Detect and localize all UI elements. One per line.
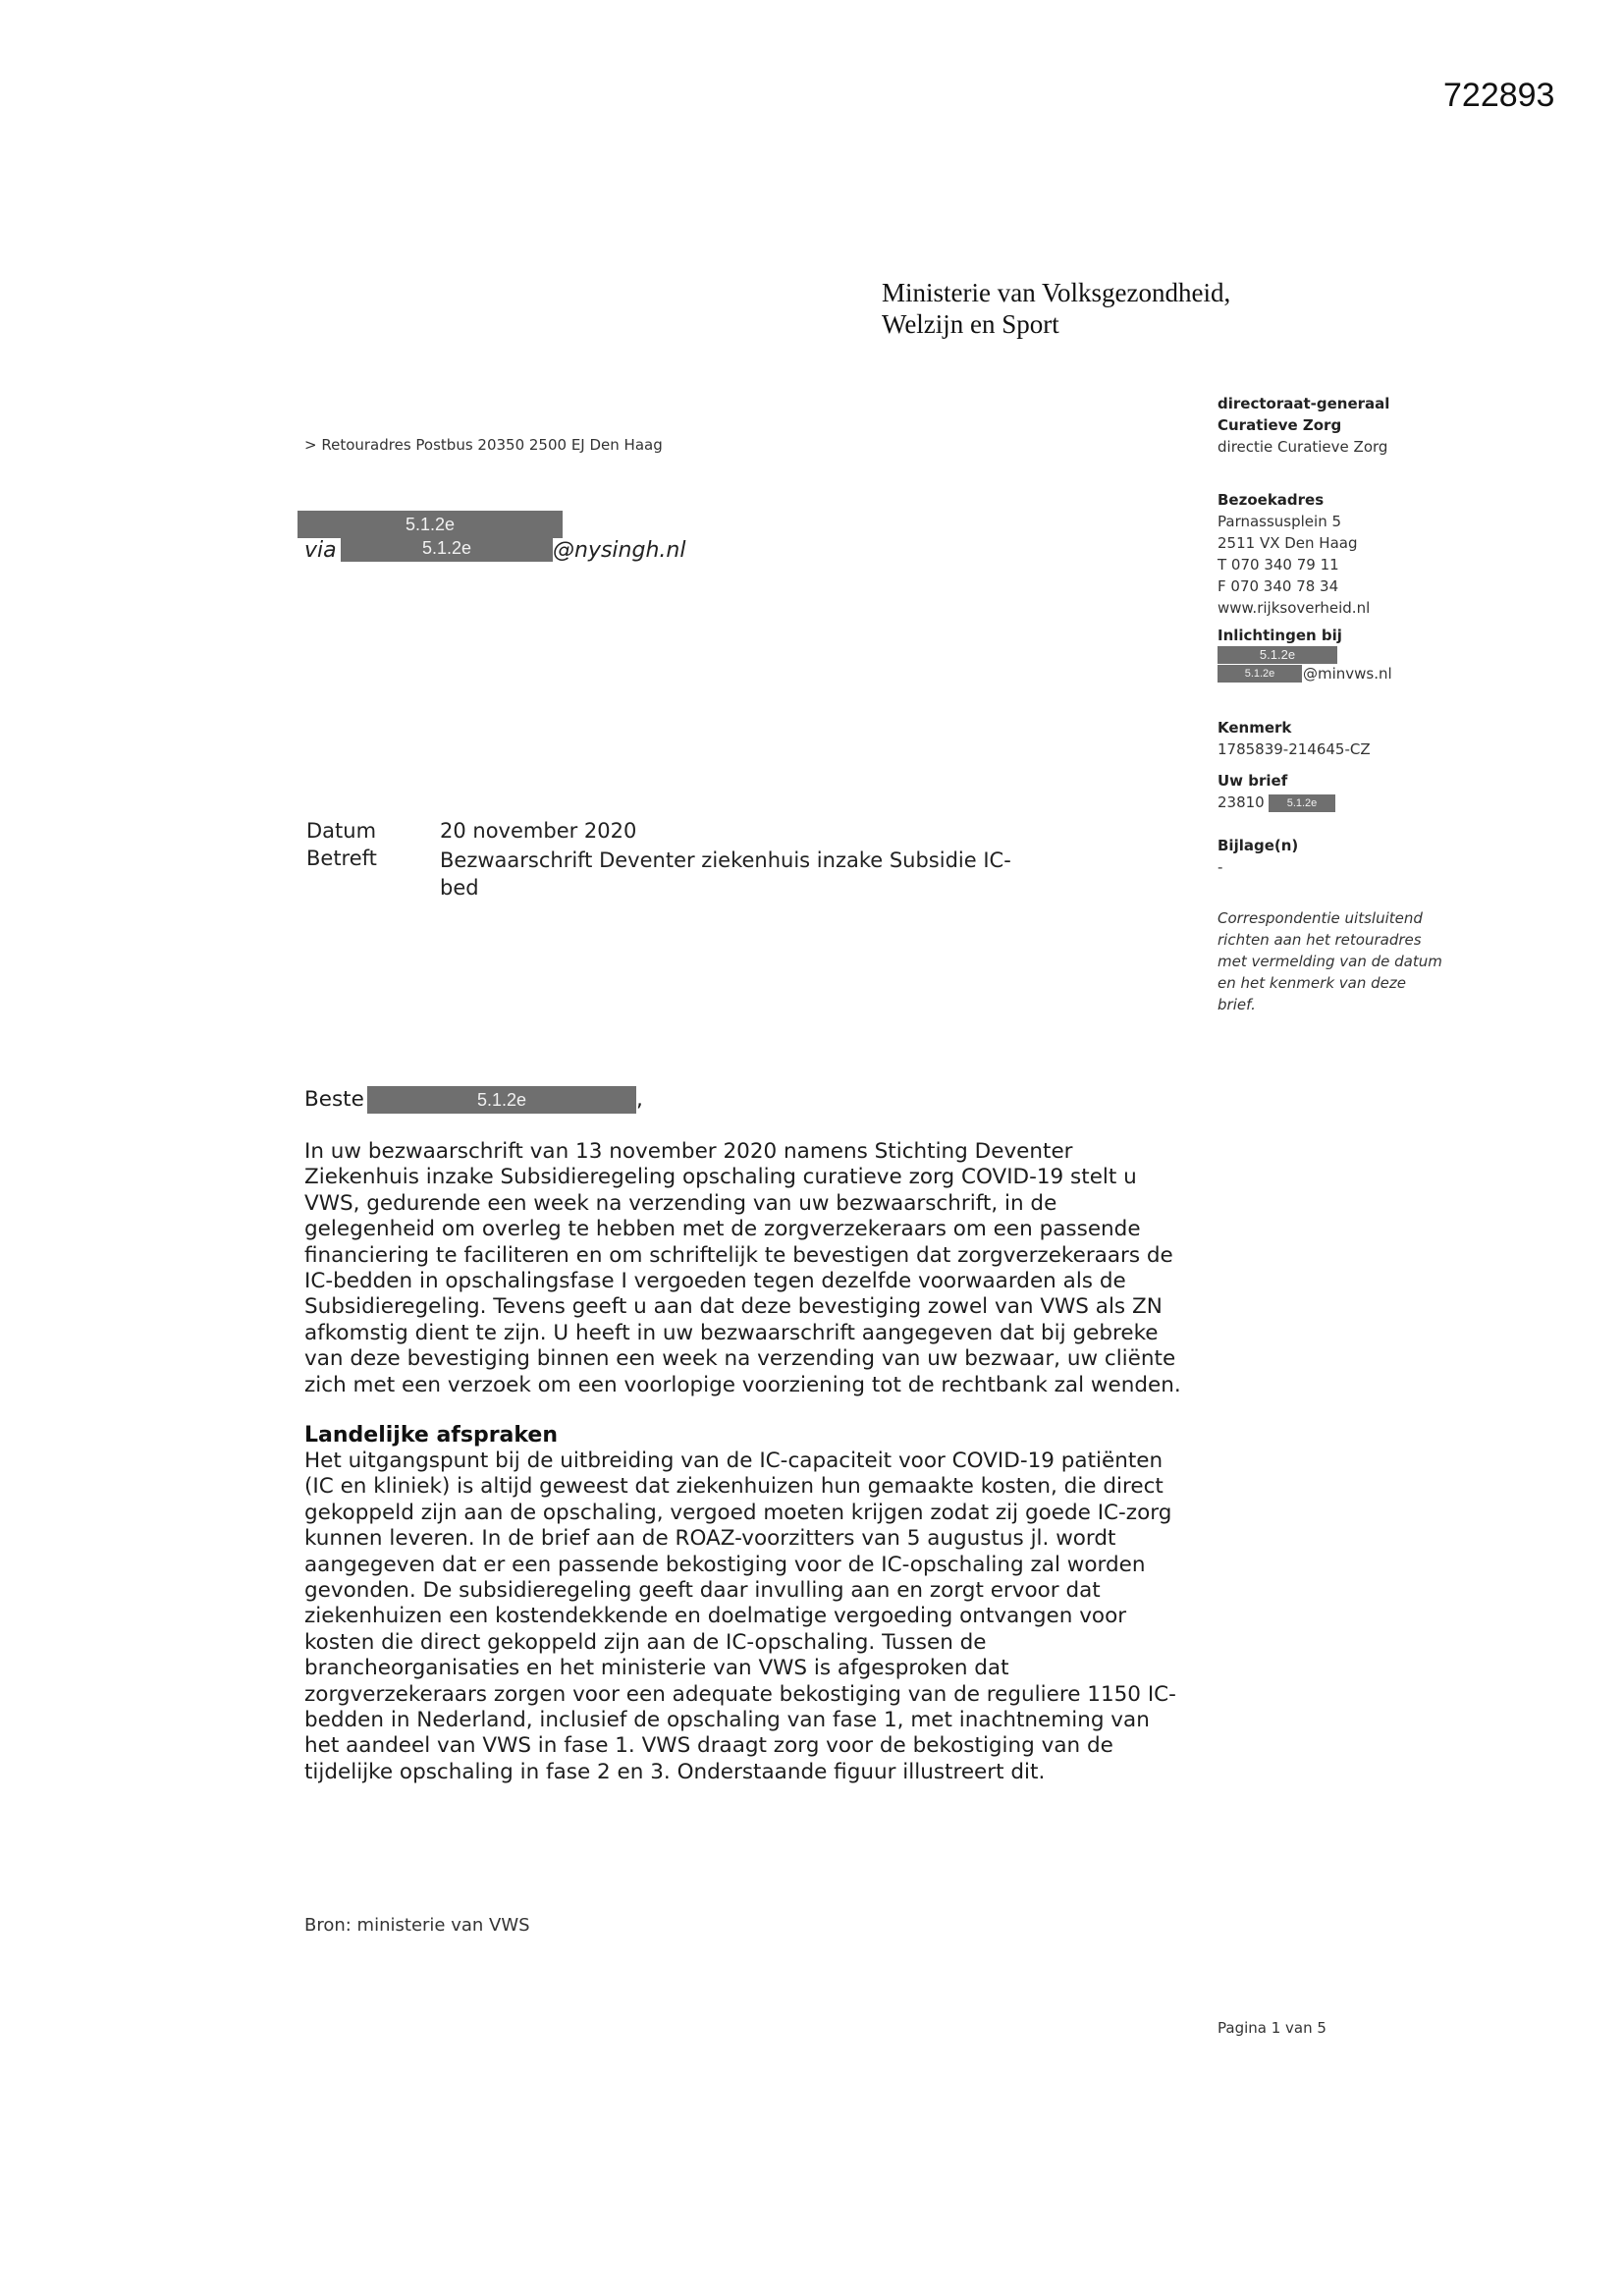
betreft-label: Betreft <box>306 847 377 870</box>
kenmerk-value: 1785839-214645-CZ <box>1218 740 1371 758</box>
via-label: via <box>304 538 337 563</box>
text-line: bedden in Nederland, inclusief de opschaling van fase 1, met inachtneming van <box>304 1708 1150 1733</box>
text-line: het aandeel van VWS in fase 1. VWS draagt zorg voor de bekostiging van de <box>304 1733 1113 1759</box>
dg-label: directoraat-generaal <box>1218 395 1390 412</box>
info-email-domain: @minvws.nl <box>1303 665 1392 683</box>
text-line: gekoppeld zijn aan de opschaling, vergoed moeten krijgen zodat zij goede IC-zorg <box>304 1500 1172 1525</box>
text-line: Het uitgangspunt bij de uitbreiding van de IC-capaciteit voor COVID-19 patiënten <box>304 1449 1164 1473</box>
sidebar-bijlagen <box>1218 835 1298 878</box>
note-line: Correspondentie uitsluitend <box>1218 909 1423 927</box>
text-line: financiering te faciliteren en om schriftelijk te bevestigen dat zorgverzekeraars de <box>304 1242 1173 1268</box>
paragraph-national-agreements <box>304 1449 1176 1785</box>
text-line: IC-bedden in opschalingsfase I vergoeden tegen dezelfde voorwaarden als de <box>304 1269 1126 1294</box>
uw-brief-redaction: 5.1.2e <box>1269 794 1335 812</box>
betreft-value <box>440 847 1011 902</box>
phone-number: T 070 340 79 11 <box>1218 556 1339 574</box>
text-line: aangegeven dat er een passende bekostiging voor de IC-opschaling zal worden <box>304 1552 1146 1577</box>
visit-address-label: Bezoekadres <box>1218 491 1325 509</box>
text-line: tijdelijke opschaling in fase 2 en 3. Onderstaande figuur illustreert dit. <box>304 1759 1046 1784</box>
recipient-name-redaction: 5.1.2e <box>298 511 563 538</box>
text-line: gelegenheid om overleg te hebben met de zorgverzekeraars om een passende <box>304 1217 1141 1242</box>
directie-name: directie Curatieve Zorg <box>1218 438 1388 456</box>
note-line: brief. <box>1218 996 1256 1013</box>
text-line: Subsidieregeling. Tevens geeft u aan dat deze bevestiging zowel van VWS als ZN <box>304 1294 1163 1320</box>
salutation-prefix: Beste <box>304 1087 364 1112</box>
note-line: richten aan het retouradres <box>1218 931 1422 949</box>
text-line: (IC en kliniek) is altijd geweest dat ziekenhuizen hun gemaakte kosten, die direct <box>304 1474 1164 1500</box>
text-line: gevonden. De subsidieregeling geeft daar invulling aan en zorgt ervoor dat <box>304 1578 1101 1604</box>
document-number: 722893 <box>1443 77 1555 114</box>
salutation-name-redaction: 5.1.2e <box>367 1086 636 1114</box>
correspondence-note <box>1218 907 1442 1015</box>
bijlagen-label: Bijlage(n) <box>1218 837 1299 854</box>
sidebar-kenmerk <box>1218 717 1371 760</box>
kenmerk-label: Kenmerk <box>1218 719 1292 737</box>
text-line: van deze bevestiging binnen een week na verzending van uw bezwaar, uw cliënte <box>304 1346 1176 1372</box>
sidebar-directorate <box>1218 393 1389 458</box>
return-address: > Retouradres Postbus 20350 2500 EJ Den Haag <box>304 436 663 454</box>
salutation-suffix: , <box>636 1087 643 1112</box>
paragraph-intro <box>304 1139 1181 1398</box>
ministry-name-line-1: Ministerie van Volksgezondheid, <box>882 278 1231 307</box>
ministry-name-line-2: Welzijn en Sport <box>882 309 1059 339</box>
text-line: zich met een verzoek om een voorlopige voorziening tot de rechtbank zal wenden. <box>304 1372 1181 1397</box>
info-label: Inlichtingen bij <box>1218 627 1342 644</box>
text-line: brancheorganisaties en het ministerie van VWS is afgesproken dat <box>304 1656 1009 1681</box>
text-line: VWS, gedurende een week na verzending van uw bezwaarschrift, in de <box>304 1190 1057 1216</box>
sidebar-info-label <box>1218 625 1342 646</box>
note-line: en het kenmerk van deze <box>1218 974 1406 992</box>
ministry-name <box>882 277 1230 340</box>
text-line: Ziekenhuis inzake Subsidieregeling opschaling curatieve zorg COVID-19 stelt u <box>304 1165 1137 1190</box>
fax-number: F 070 340 78 34 <box>1218 577 1339 595</box>
text-line: ziekenhuizen een kostendekkende en doelmatige vergoeding ontvangen voor <box>304 1604 1127 1629</box>
sidebar-visit-address <box>1218 489 1370 619</box>
dg-name: Curatieve Zorg <box>1218 416 1342 434</box>
datum-label: Datum <box>306 819 377 843</box>
text-line: In uw bezwaarschrift van 13 november 2020 namens Stichting Deventer <box>304 1139 1073 1164</box>
uw-brief-prefix: 23810 <box>1218 793 1265 811</box>
betreft-line-1: Bezwaarschrift Deventer ziekenhuis inzake Subsidie IC- <box>440 848 1011 872</box>
datum-value: 20 november 2020 <box>440 819 637 843</box>
visit-city: 2511 VX Den Haag <box>1218 534 1358 552</box>
recipient-email-domain: @nysingh.nl <box>553 538 686 563</box>
text-line: kunnen leveren. In de brief aan de ROAZ-voorzitters van 5 augustus jl. wordt <box>304 1526 1116 1552</box>
info-name-redaction: 5.1.2e <box>1218 646 1337 664</box>
uw-brief-label: Uw brief <box>1218 772 1288 790</box>
note-line: met vermelding van de datum <box>1218 953 1442 970</box>
text-line: afkomstig dient te zijn. U heeft in uw bezwaarschrift aangegeven dat bij gebreke <box>304 1320 1159 1345</box>
text-line: kosten die direct gekoppeld zijn aan de IC-opschaling. Tussen de <box>304 1629 987 1655</box>
page-footer: Pagina 1 van 5 <box>1218 2019 1326 2037</box>
figure-source: Bron: ministerie van VWS <box>304 1915 530 1936</box>
text-line: zorgverzekeraars zorgen voor een adequate bekostiging van de reguliere 1150 IC- <box>304 1681 1176 1707</box>
website: www.rijksoverheid.nl <box>1218 599 1371 617</box>
recipient-email-redaction: 5.1.2e <box>341 534 553 562</box>
section-heading: Landelijke afspraken <box>304 1423 559 1448</box>
bijlagen-value: - <box>1218 858 1223 876</box>
betreft-line-2: bed <box>440 876 479 900</box>
visit-street: Parnassusplein 5 <box>1218 513 1342 530</box>
info-email-redaction: 5.1.2e <box>1218 665 1302 683</box>
